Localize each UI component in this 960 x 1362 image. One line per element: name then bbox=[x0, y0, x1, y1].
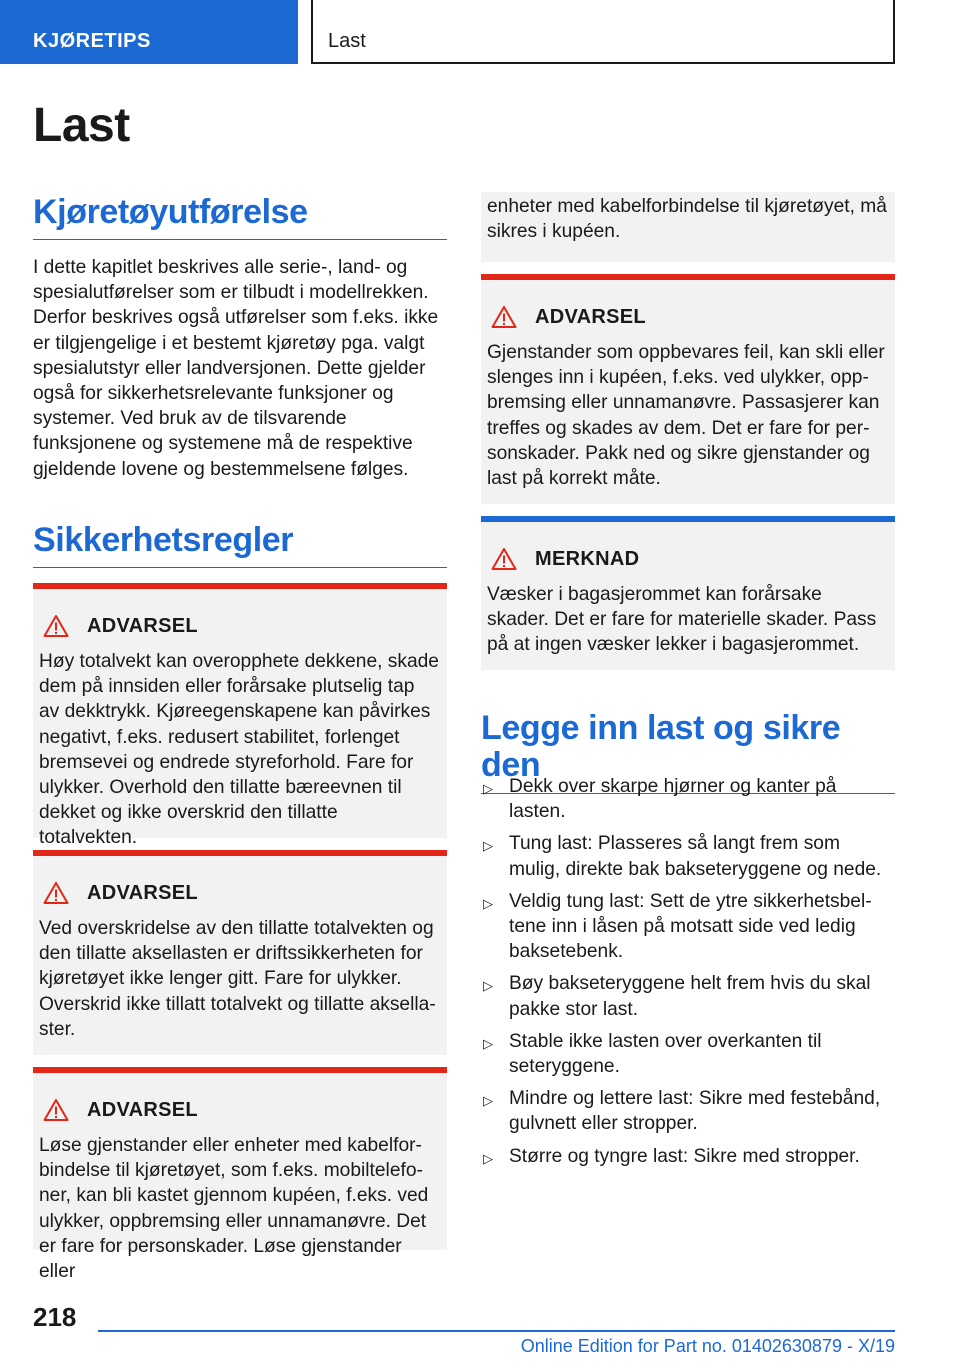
warning-title: ADVARSEL bbox=[87, 881, 198, 904]
warning-box-3-continued bbox=[481, 192, 895, 262]
list-item-text: Veldig tung last: Sett de ytre sikkerhetsbeltene inn i låsen på motsatt side ved ledig baksetebenk. bbox=[509, 890, 872, 963]
page-title: Last bbox=[33, 99, 130, 152]
triangle-bullet-icon: ▷ bbox=[483, 1150, 493, 1166]
warning-box-header bbox=[33, 589, 447, 643]
warning-box-1 bbox=[33, 583, 447, 849]
warning-triangle-icon bbox=[43, 614, 69, 638]
footer-edition-text: Online Edition for Part no. 01402630879 - X/19 bbox=[520, 1336, 895, 1356]
warning-box-3 bbox=[33, 1067, 447, 1283]
triangle-bullet-icon: ▷ bbox=[483, 1093, 493, 1109]
list-item-text: Tung last: Plasseres så langt frem som mulig, direkte bak bakseteryggene og nede. bbox=[509, 833, 882, 880]
section-heading-vehicle: Kjøretøyutførelse bbox=[33, 194, 447, 240]
list-item bbox=[481, 1029, 895, 1079]
warning-triangle-icon bbox=[491, 305, 517, 329]
notice-box bbox=[481, 516, 895, 670]
section-heading-loading: Legge inn last og sikre den bbox=[481, 710, 895, 794]
list-item bbox=[481, 971, 895, 1021]
header-topic-box bbox=[311, 0, 895, 64]
warning-triangle-icon bbox=[491, 547, 517, 571]
notice-title: MERKNAD bbox=[535, 547, 640, 570]
section-heading-safety: Sikkerhetsregler bbox=[33, 522, 447, 568]
warning-triangle-icon bbox=[43, 881, 69, 905]
notice-text: Væsker i bagasjerommet kan forårsake skader. Det er fare for materielle skader. Pass på at ingen væsker lekker i bagasjerommet. bbox=[487, 584, 877, 656]
list-item bbox=[481, 774, 895, 824]
notice-box-header bbox=[481, 522, 895, 576]
triangle-bullet-icon: ▷ bbox=[483, 895, 493, 911]
warning-text: Ved overskridelse av den tillatte totalvekten og den tillatte aksellasten er driftssikkerheten for kjøretøyet ikke lenger gitt. Fare for ulykker. Overskrid ikke tillatt totalvekt og tillatte aksellaster. bbox=[39, 918, 436, 1040]
header-section-tab bbox=[0, 0, 298, 64]
warning-title: ADVARSEL bbox=[535, 305, 646, 328]
warning-text: Høy totalvekt kan overopphete dekkene, skade dem på innsiden eller forårsake plutselig tap av dekktrykk. Kjøreegenskapene kan påvirkes negativt, f.eks. redusert stabilitet, forlenget bremsevei og endrede styreforhold. Fare for ulykker. Overhold den tillatte bæreevnen til dekket og ikke overskrid den tillatte totalvekten. bbox=[39, 651, 439, 849]
list-item bbox=[481, 889, 895, 965]
loading-instructions-list bbox=[481, 774, 895, 1178]
warning-box-4 bbox=[481, 274, 895, 504]
list-item-text: Mindre og lettere last: Sikre med festebånd, gulvnett eller stropper. bbox=[509, 1088, 881, 1135]
list-item-text: Dekk over skarpe hjørner og kanter på lasten. bbox=[509, 776, 837, 823]
list-item bbox=[481, 1086, 895, 1136]
warning-text: Gjenstander som oppbevares feil, kan skli eller slenges inn i kupéen, f.eks. ved ulykker, oppbremsing eller unnamanøvre. Passasjerer kan treffes og skades av dem. Det er fare for personskader. Pakk ned og sikre gjenstander og last på korrekt måte. bbox=[487, 342, 885, 490]
warning-title: ADVARSEL bbox=[87, 614, 198, 637]
list-item bbox=[481, 1144, 895, 1171]
warning-text-continued: enheter med kabelforbindelse til kjøretøyet, må sikres i kupéen. bbox=[487, 196, 887, 243]
footer-divider bbox=[98, 1330, 895, 1332]
warning-box-2 bbox=[33, 850, 447, 1055]
vehicle-section-text: I dette kapitlet beskrives alle serie-, land- og spesialutførelser som er tilbudt i modellrekken. Derfor beskrives også utførelser som f.eks. ikke er tilgjengelige i et bestemt kjøretøy pga. valgt spesialutstyr eller landversjonen. Dette gjelder også for sikkerhetsrelevante funksjoner og systemer. Ved bruk av de tilsvarende funksjonene og systemene må de respektive gjeldende lovene og bestemmelsene følges. bbox=[33, 257, 439, 480]
header-section-label: KJØRETIPS bbox=[33, 30, 151, 52]
warning-box-header bbox=[481, 280, 895, 334]
triangle-bullet-icon: ▷ bbox=[483, 1035, 493, 1051]
triangle-bullet-icon: ▷ bbox=[483, 978, 493, 994]
warning-box-header bbox=[33, 856, 447, 910]
warning-text: Løse gjenstander eller enheter med kabelforbindelse til kjøretøyet, som f.eks. mobiltelefoner, kan bli kastet gjennom kupéen, f.eks. ved ulykker, oppbremsing eller unnamanøvre. Det er fare for personskader. Løse gjenstander eller bbox=[39, 1135, 429, 1283]
warning-box-header bbox=[33, 1073, 447, 1127]
header-topic-label: Last bbox=[328, 30, 366, 52]
list-item bbox=[481, 831, 895, 881]
triangle-bullet-icon: ▷ bbox=[483, 781, 493, 796]
warning-triangle-icon bbox=[43, 1098, 69, 1122]
warning-title: ADVARSEL bbox=[87, 1098, 198, 1121]
triangle-bullet-icon: ▷ bbox=[483, 838, 493, 854]
list-item-text: Bøy bakseteryggene helt frem hvis du skal pakke stor last. bbox=[509, 973, 871, 1020]
list-item-text: Større og tyngre last: Sikre med stropper. bbox=[509, 1145, 860, 1167]
list-item-text: Stable ikke lasten over overkanten til seteryggene. bbox=[509, 1030, 822, 1078]
page-number: 218 bbox=[33, 1302, 77, 1332]
